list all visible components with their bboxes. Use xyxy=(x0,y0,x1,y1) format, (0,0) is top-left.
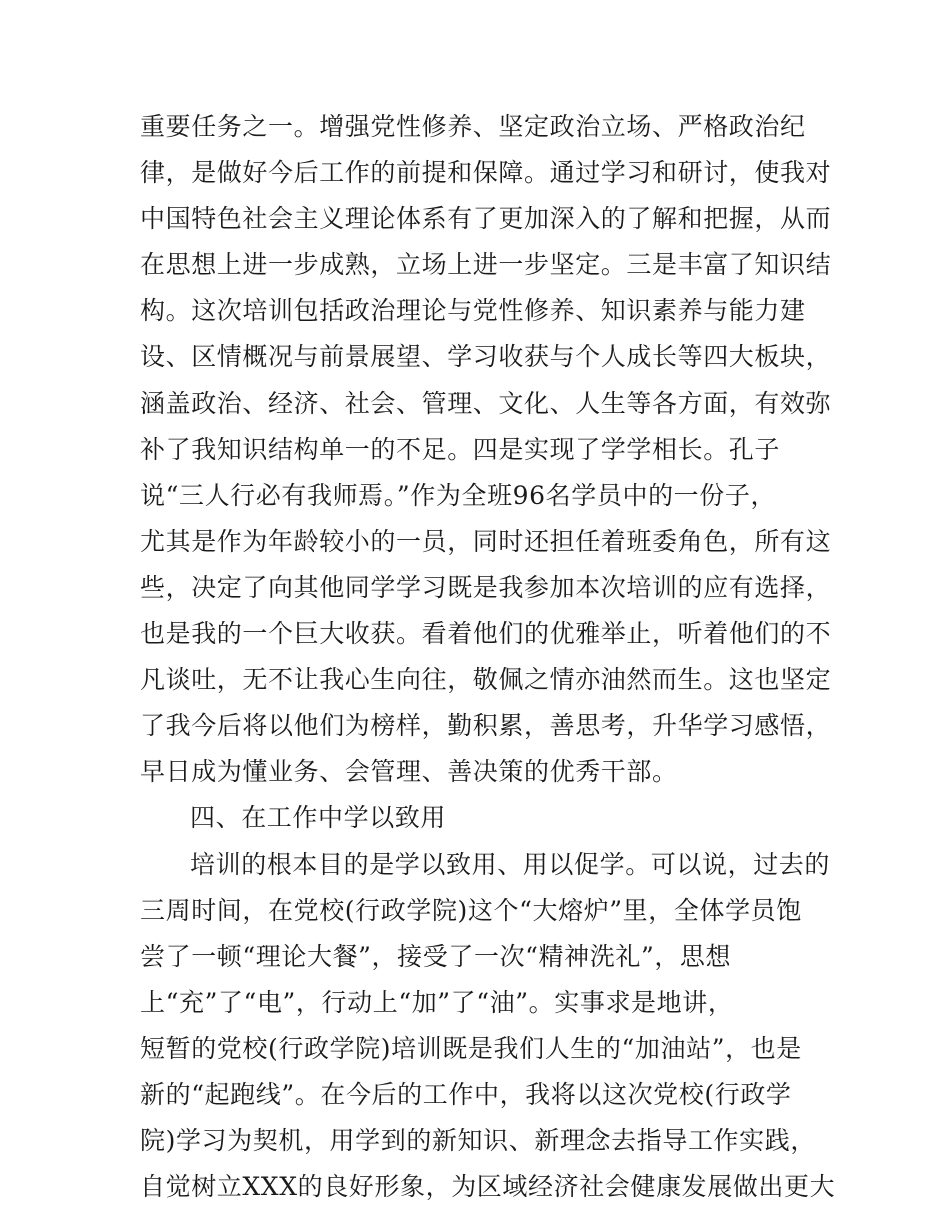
section-heading: 四、在工作中学以致用 xyxy=(190,803,447,833)
text-line: 上“充”了“电”，行动上“加”了“油”。实事求是地讲， xyxy=(140,987,734,1017)
text-line: 凡谈吐，无不让我心生向往，敬佩之情亦油然而生。这也坚定 xyxy=(140,665,832,695)
text-line: 了我今后将以他们为榜样，勤积累，善思考，升华学习感悟， xyxy=(140,711,832,741)
text-line: 涵盖政治、经济、社会、管理、文化、人生等各方面，有效弥 xyxy=(140,388,832,418)
text-line: 短暂的党校(行政学院)培训既是我们人生的“加油站”，也是 xyxy=(140,1033,802,1063)
text-line: 早日成为懂业务、会管理、善决策的优秀干部。 xyxy=(140,757,678,787)
text-line: 自觉树立XXX的良好形象，为区域经济社会健康发展做出更大 xyxy=(140,1172,836,1202)
text-line: 尝了一顿“理论大餐”，接受了一次“精神洗礼”，思想 xyxy=(140,941,732,971)
text-line: 补了我知识结构单一的不足。四是实现了学学相长。孔子 xyxy=(140,434,781,464)
text-line: 律，是做好今后工作的前提和保障。通过学习和研讨，使我对 xyxy=(140,158,832,188)
text-line: 构。这次培训包括政治理论与党性修养、知识素养与能力建 xyxy=(140,296,806,326)
text-line: 在思想上进一步成熟，立场上进一步坚定。三是丰富了知识结 xyxy=(140,250,832,280)
text-line: 说“三人行必有我师焉。”作为全班96名学员中的一份子， xyxy=(140,480,777,510)
body-text xyxy=(140,104,836,1210)
text-line: 些，决定了向其他同学学习既是我参加本次培训的应有选择， xyxy=(140,572,832,602)
paragraph-first-line: 培训的根本目的是学以致用、用以促学。可以说，过去的 xyxy=(190,849,831,879)
text-line: 也是我的一个巨大收获。看着他们的优雅举止，听着他们的不 xyxy=(140,619,832,649)
text-line: 尤其是作为年龄较小的一员，同时还担任着班委角色，所有这 xyxy=(140,526,832,556)
text-line: 院)学习为契机，用学到的新知识、新理念去指导工作实践， xyxy=(140,1126,816,1156)
text-line: 三周时间，在党校(行政学院)这个“大熔炉”里，全体学员饱 xyxy=(140,895,802,925)
text-line: 重要任务之一。增强党性修养、坚定政治立场、严格政治纪 xyxy=(140,112,806,141)
text-line: 新的“起跑线”。在今后的工作中，我将以这次党校(行政学 xyxy=(140,1079,792,1109)
text-line: 中国特色社会主义理论体系有了更加深入的了解和把握，从而 xyxy=(140,204,832,234)
text-line: 设、区情概况与前景展望、学习收获与个人成长等四大板块， xyxy=(140,342,832,372)
